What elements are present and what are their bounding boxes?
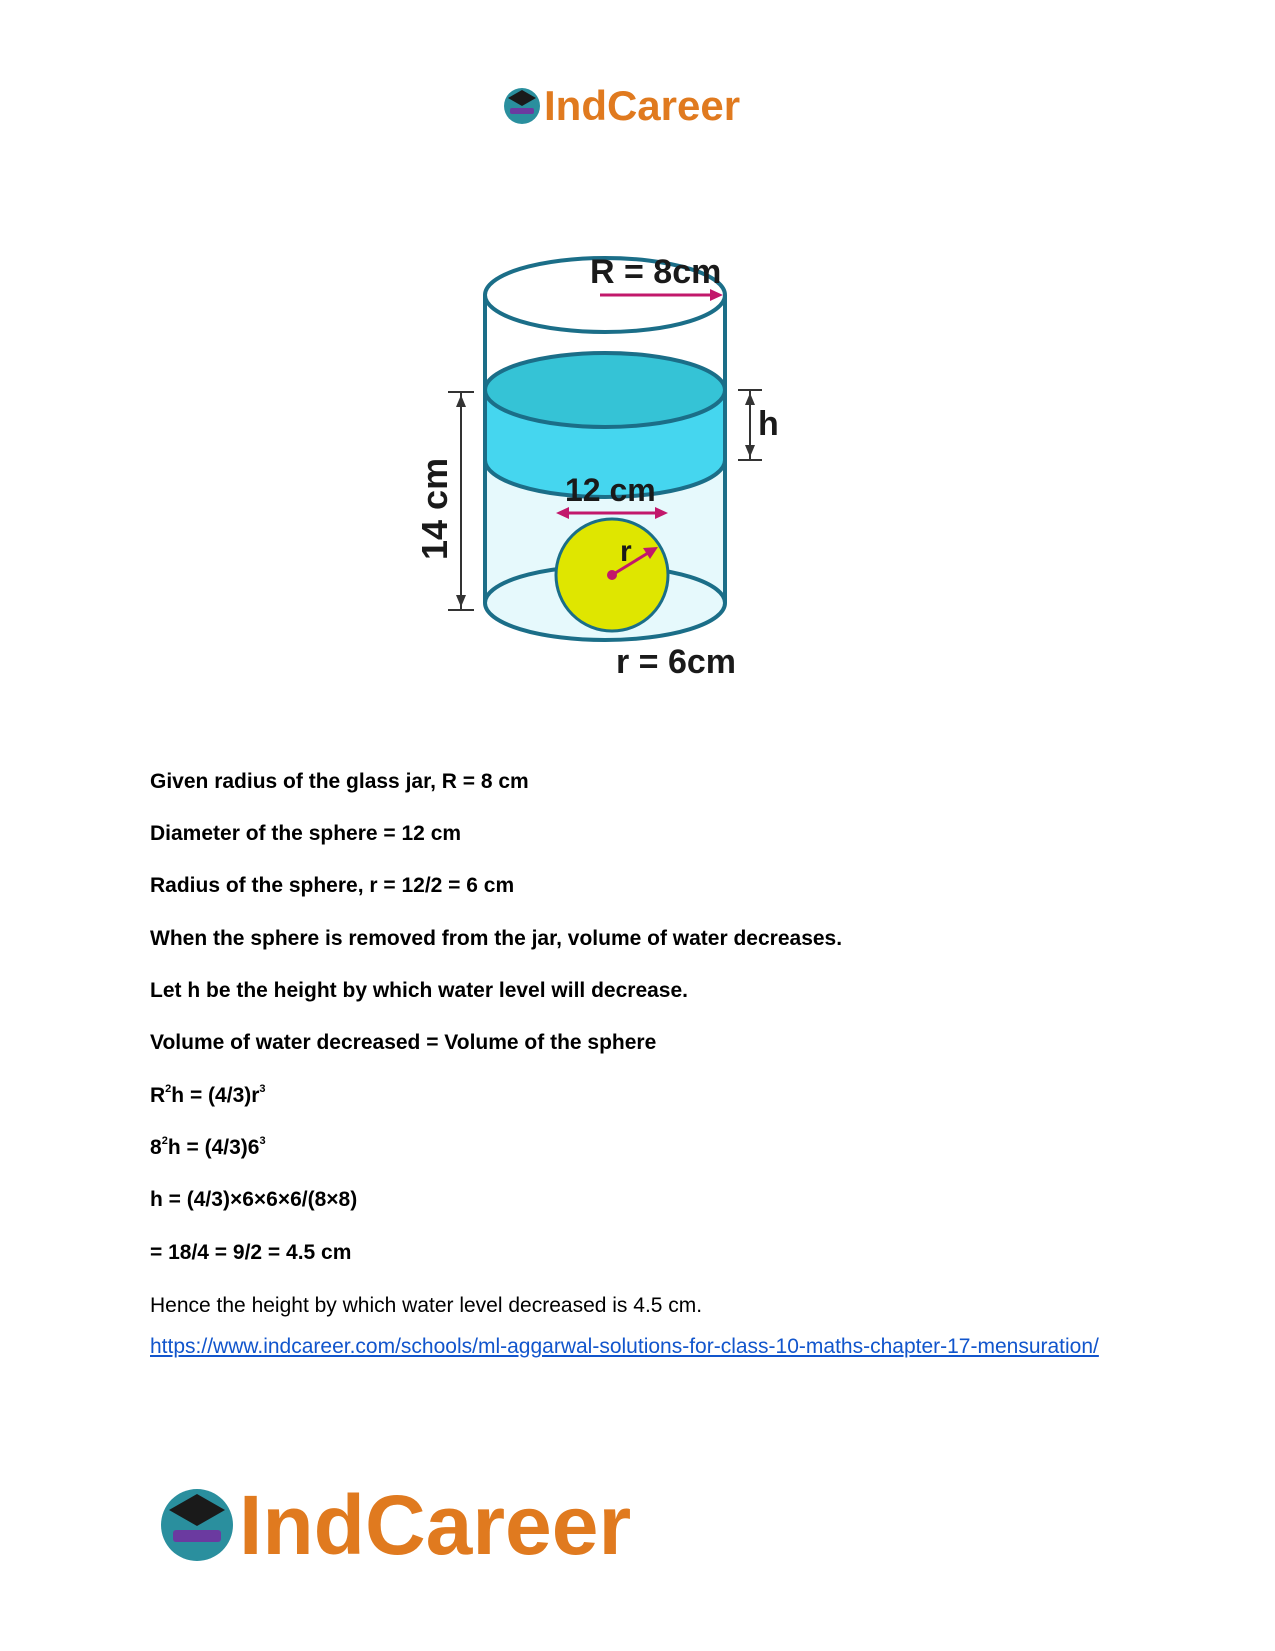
h-arrowhead-bottom	[745, 445, 755, 457]
solution-line-10: = 18/4 = 9/2 = 4.5 cm	[150, 1241, 352, 1264]
eq1-a: R	[150, 1084, 166, 1107]
height-arrowhead-bottom	[456, 595, 466, 607]
eq1-a-sup: 2	[165, 1083, 172, 1095]
logo-wordmark: IndCareer	[544, 82, 741, 129]
solution-line-1: Given radius of the glass jar, R = 8 cm	[150, 770, 529, 793]
h-arrowhead-top	[745, 393, 755, 405]
solution-line-4: When the sphere is removed from the jar, volume of water decreases.	[150, 927, 843, 950]
label-h: h	[758, 405, 779, 443]
header-logo	[502, 78, 782, 134]
conclusion: Hence the height by which water level decreased is 4.5 cm.	[150, 1294, 703, 1317]
book-icon	[510, 108, 534, 114]
indcareer-logo-bottom	[157, 1470, 717, 1580]
solution-line-3: Radius of the sphere, r = 12/2 = 6 cm	[150, 874, 515, 897]
eq2-b: h = (4/3)6	[167, 1136, 260, 1159]
label-R: R = 8cm	[590, 253, 722, 291]
footer-logo	[157, 1470, 717, 1580]
eq2-a: 8	[150, 1136, 162, 1159]
eq1-b: h = (4/3)r	[171, 1084, 260, 1107]
label-r-inner: r	[620, 535, 632, 568]
equation-1	[150, 1083, 266, 1109]
equation-2	[150, 1135, 266, 1161]
jar-sphere-diagram	[414, 253, 840, 725]
solution-line-5: Let h be the height by which water level will decrease.	[150, 979, 688, 1002]
solution-line-9: h = (4/3)×6×6×6/(8×8)	[150, 1188, 358, 1211]
diagram-svg	[414, 253, 840, 725]
source-link[interactable]: https://www.indcareer.com/schools/ml-aggarwal-solutions-for-class-10-maths-chapter-17-mensuration/	[150, 1335, 1099, 1358]
book-icon	[173, 1530, 221, 1542]
label-height: 14 cm	[414, 457, 455, 560]
logo-wordmark: IndCareer	[239, 1478, 632, 1572]
sphere-center-dot	[607, 570, 617, 580]
label-r-bottom: r = 6cm	[616, 643, 737, 681]
eq1-b-sup: 3	[259, 1083, 266, 1095]
label-diameter: 12 cm	[565, 472, 656, 508]
solution-line-2: Diameter of the sphere = 12 cm	[150, 822, 462, 845]
water-surface	[485, 353, 725, 427]
eq2-b-sup: 3	[259, 1135, 266, 1147]
height-arrowhead-top	[456, 395, 466, 407]
solution-line-6: Volume of water decreased = Volume of the sphere	[150, 1031, 657, 1054]
indcareer-logo-top	[502, 78, 782, 134]
eq2-a-sup: 2	[161, 1135, 168, 1147]
